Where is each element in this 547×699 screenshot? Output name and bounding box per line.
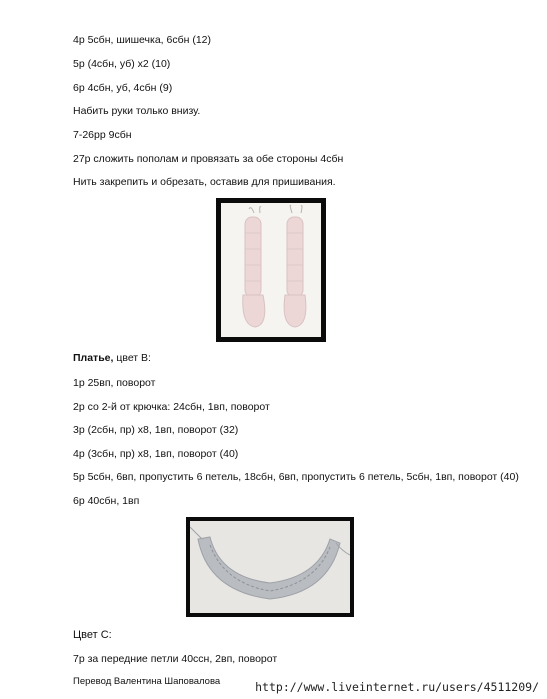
pattern-line: Набить руки только внизу.	[73, 105, 201, 117]
arms-photo	[216, 198, 326, 342]
dress-line: 1р 25вп, поворот	[73, 377, 156, 389]
row-7: 7р за передние петли 40ссн, 2вп, поворот	[73, 653, 278, 665]
pattern-line: 27р сложить пополам и провязать за обе стороны 4сбн	[73, 153, 344, 165]
dress-line: 3р (2сбн, пр) х8, 1вп, поворот (32)	[73, 424, 239, 436]
dress-heading-rest: цвет В:	[113, 352, 151, 364]
pattern-line: 5р (4сбн, уб) х2 (10)	[73, 58, 171, 70]
source-url: http://www.liveinternet.ru/users/4511209/	[255, 680, 539, 694]
dress-line: 5р 5сбн, 6вп, пропустить 6 петель, 18сбн, 6вп, пропустить 6 петель, 5сбн, 1вп, поворот (40)	[73, 471, 519, 483]
crochet-collar-image	[190, 521, 350, 613]
dress-line: 4р (3сбн, пр) х8, 1вп, поворот (40)	[73, 448, 239, 460]
dress-heading	[73, 352, 151, 364]
dress-line: 6р 40сбн, 1вп	[73, 495, 140, 507]
pattern-line: 7-26рр 9сбн	[73, 129, 132, 141]
dress-line: 2р со 2-й от крючка: 24сбн, 1вп, поворот	[73, 401, 270, 413]
color-c-heading: Цвет С:	[73, 629, 112, 641]
pattern-line: Нить закрепить и обрезать, оставив для пришивания.	[73, 176, 336, 188]
pattern-line: 4р 5сбн, шишечка, 6сбн (12)	[73, 34, 211, 46]
translator-credit: Перевод Валентина Шаповалова	[73, 676, 221, 687]
pattern-line: 6р 4сбн, уб, 4сбн (9)	[73, 82, 173, 94]
crochet-arms-image	[221, 203, 321, 337]
dress-photo	[186, 517, 354, 617]
dress-heading-bold: Платье,	[73, 352, 114, 364]
